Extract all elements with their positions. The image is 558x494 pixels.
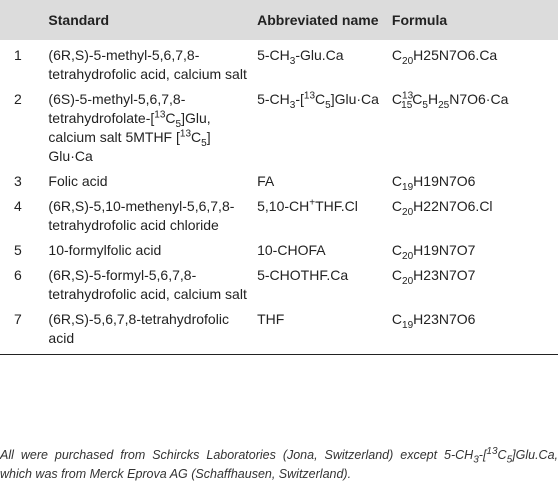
row-number: 7 bbox=[0, 304, 48, 355]
abbrev-cell bbox=[257, 191, 392, 235]
formula-text: $C^{13}_{15}C_5H_{25}N7O6\cdot Ca$ bbox=[391, 90, 509, 111]
formula-text: $C_{19}H23N7O6$ bbox=[391, 311, 476, 331]
formula-text: $C_{20}H19N7O7$ bbox=[391, 242, 476, 262]
row-number: 2 bbox=[14, 91, 22, 107]
abbrev-cell bbox=[257, 40, 392, 84]
formula-cell bbox=[392, 166, 558, 191]
table-row bbox=[0, 191, 558, 235]
formula-text: $C_{20}H25N7O6.Ca$ bbox=[391, 47, 498, 67]
abbrev-text: 5,10-CH+THF.Cl bbox=[257, 197, 358, 214]
standard-cell bbox=[48, 84, 257, 166]
formula-cell bbox=[392, 304, 558, 355]
header-num bbox=[0, 0, 48, 40]
formula-cell bbox=[392, 40, 558, 84]
standard-cell: (6R,S)-5,6,7,8-tetrahydrofolic acid bbox=[48, 304, 257, 355]
formula-cell bbox=[392, 235, 558, 260]
row-number: 3 bbox=[14, 173, 22, 189]
row-number: 5 bbox=[14, 242, 22, 258]
standard-cell: (6R,S)-5-formyl-5,6,7,8-tetrahydrofolic acid, calcium salt bbox=[48, 267, 247, 302]
standard-cell: (6R,S)-5-methyl-5,6,7,8-tetrahydrofolic acid, calcium salt bbox=[48, 47, 247, 82]
formula-cell bbox=[392, 191, 558, 235]
standard-cell: (6R,S)-5,10-methenyl-5,6,7,8-tetrahydrofolic acid chloride bbox=[48, 198, 235, 233]
formula-cell bbox=[392, 84, 558, 166]
abbrev-cell: FA bbox=[257, 173, 275, 189]
abbrev-cell bbox=[257, 84, 392, 166]
footnote-text: All were purchased from Schircks Laboratories (Jona, Switzerland) except $5-CH_3-[^{13}C_5]Glu.Ca$, which was from Merck Eprova AG (Schaffhausen, Switzerland). bbox=[0, 445, 558, 481]
formula-text: $C_{19}H19N7O6$ bbox=[391, 173, 476, 193]
table-row bbox=[0, 84, 558, 166]
header-standard: Standard bbox=[48, 11, 110, 28]
row-number: 6 bbox=[14, 267, 22, 283]
table-row bbox=[0, 304, 558, 355]
table-row bbox=[0, 260, 558, 304]
header-abbreviated-name: Abbreviated name bbox=[257, 11, 379, 28]
row-number: 4 bbox=[14, 198, 22, 214]
abbrev-cell: 5-CHOTHF.Ca bbox=[257, 267, 349, 283]
standard-cell: 10-formylfolic acid bbox=[48, 242, 162, 258]
abbrev-text: $5-CH_3-Glu.Ca$ bbox=[257, 47, 344, 67]
abbrev-text: $5-CH_3-[^{13}C_5]Glu\cdot Ca$ bbox=[257, 90, 379, 111]
formula-cell bbox=[392, 260, 558, 304]
standard-text: $(6S)-5-methyl-5,6,7,8-tetrahydrofolate-[^{13}C_5]Glu$, calcium salt 5MTHF $[^{13}C_5]$ Glu·Ca bbox=[48, 91, 211, 164]
table-row bbox=[0, 40, 558, 84]
abbrev-cell: THF bbox=[257, 304, 392, 355]
table-footnote bbox=[0, 446, 558, 484]
formula-text: $C_{20}H23N7O7$ bbox=[391, 267, 476, 287]
row-number: 1 bbox=[14, 47, 22, 63]
formula-text: $C_{20}H22N7O6.Cl$ bbox=[391, 198, 493, 218]
table-row bbox=[0, 235, 558, 260]
table-row bbox=[0, 166, 558, 191]
abbrev-cell: 10-CHOFA bbox=[257, 242, 326, 258]
standard-cell: Folic acid bbox=[48, 173, 108, 189]
table-header-row bbox=[0, 0, 558, 40]
header-formula: Formula bbox=[391, 11, 448, 28]
